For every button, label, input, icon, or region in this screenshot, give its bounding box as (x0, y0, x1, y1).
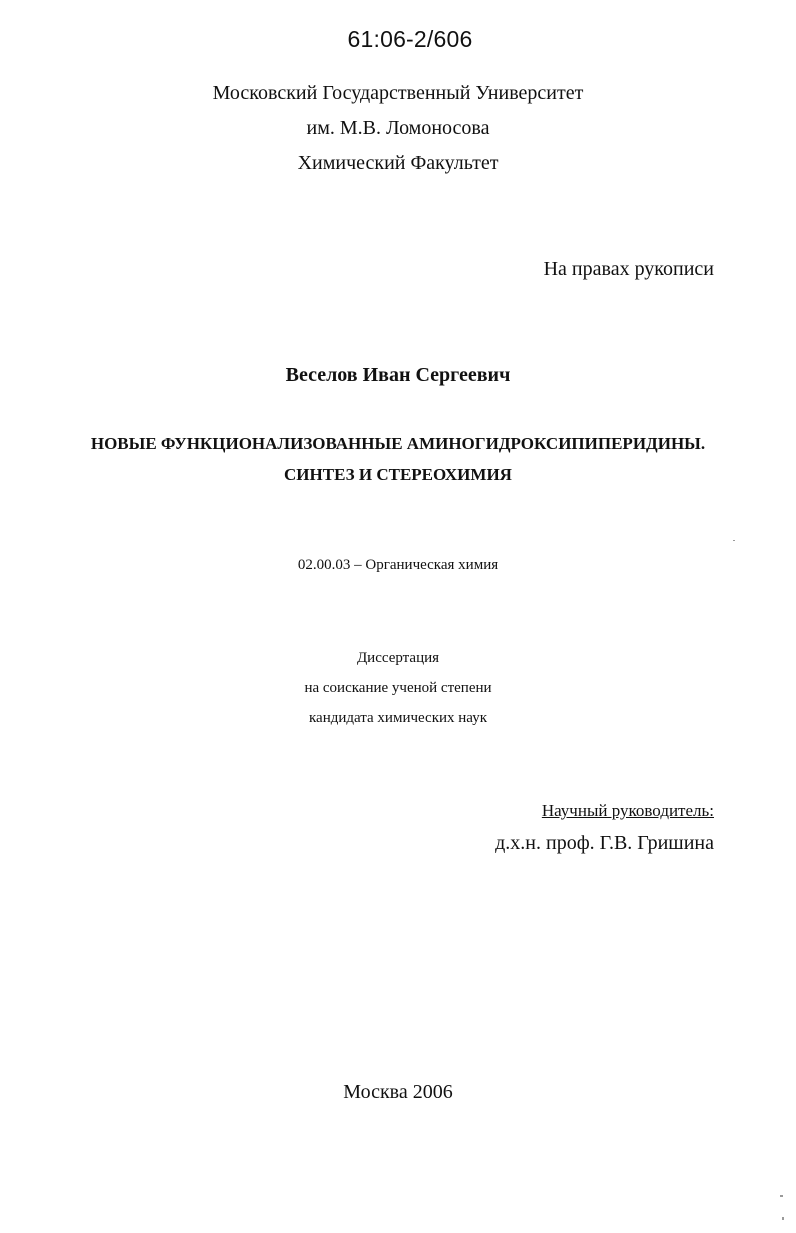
library-shelfmark: 61:06-2/606 (347, 26, 473, 52)
faculty-name: Химический Факультет (297, 152, 499, 174)
university-name: Московский Государственный Университет (212, 82, 584, 104)
scan-speck (782, 1217, 784, 1220)
dissertation-label: Диссертация (356, 650, 440, 666)
manuscript-rights-notice: На правах рукописи (543, 258, 714, 280)
thesis-title-line-1: НОВЫЕ ФУНКЦИОНАЛИЗОВАННЫЕ АМИНОГИДРОКСИПИПЕРИДИНЫ. (90, 434, 706, 453)
degree-purpose: на соискание ученой степени (304, 680, 492, 696)
scan-speck (780, 1195, 783, 1197)
city-year: Москва 2006 (343, 1081, 453, 1103)
degree-name: кандидата химических наук (308, 710, 487, 726)
university-named-after: им. М.В. Ломоносова (306, 117, 490, 139)
supervisor-name: д.х.н. проф. Г.В. Гришина (495, 832, 714, 854)
author-name: Веселов Иван Сергеевич (285, 364, 511, 386)
thesis-title-line-2: СИНТЕЗ И СТЕРЕОХИМИЯ (284, 465, 512, 484)
specialty-code: 02.00.03 – Органическая химия (297, 557, 499, 573)
supervisor-label: Научный руководитель: (541, 801, 714, 820)
scan-speck (733, 540, 735, 541)
